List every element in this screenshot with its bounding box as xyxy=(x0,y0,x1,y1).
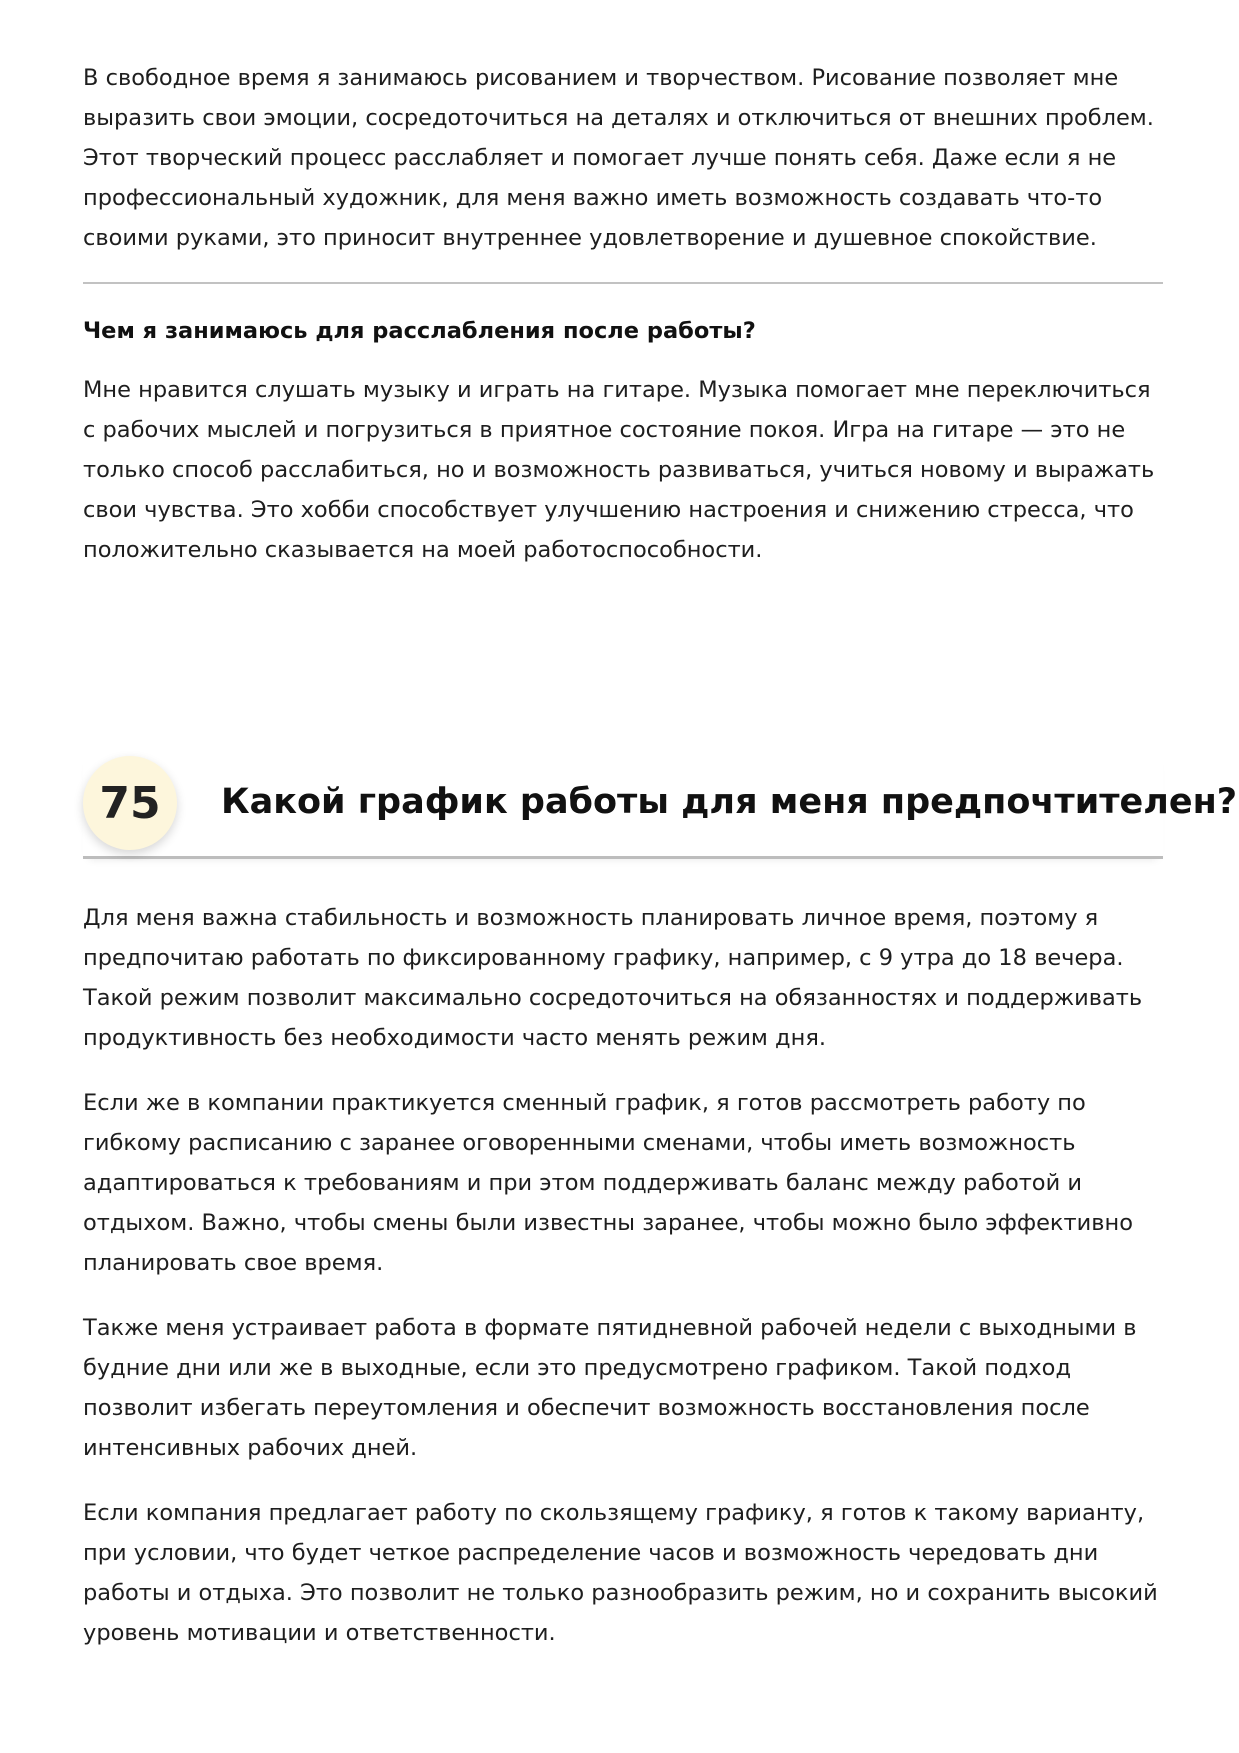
question-heading: Чем я занимаюсь для расслабления после работы? xyxy=(83,318,756,344)
intro-paragraph: В свободное время я занимаюсь рисованием и творчеством. Рисование позволяет мне выразить свои эмоции, сосредоточиться на деталях и отключиться от внешних проблем. Этот творческий процесс расслабляет и помогает лучше понять себя. Даже если я не профессиональный художник, для меня важно иметь возможность создавать что-то своими руками, это приносит внутреннее удовлетворение и душевное спокойствие. xyxy=(83,65,1154,251)
section-number-badge: 75 xyxy=(83,756,177,850)
section-paragraph-3: Также меня устраивает работа в формате пятидневной рабочей недели с выходными в будние дни или же в выходные, если это предусмотрено графиком. Такой подход позволит избегать переутомления и обеспечит возможность восстановления после интенсивных рабочих дней. xyxy=(83,1315,1137,1461)
top-content xyxy=(83,58,1163,570)
section-header xyxy=(83,752,1238,859)
answer-paragraph: Мне нравится слушать музыку и играть на гитаре. Музыка помогает мне переключиться с рабочих мыслей и погрузиться в приятное состояние покоя. Игра на гитаре — это не только способ расслабиться, но и возможность развиваться, учиться новому и выражать свои чувства. Это хобби способствует улучшению настроения и снижению стресса, что положительно сказывается на моей работоспособности. xyxy=(83,377,1155,563)
section-title: Какой график работы для меня предпочтителен? xyxy=(221,782,1238,822)
section-body xyxy=(83,898,1163,1653)
section-paragraph-4: Если компания предлагает работу по скользящему графику, я готов к такому варианту, при условии, что будет четкое распределение часов и возможность чередовать дни работы и отдыха. Это позволит не только разнообразить режим, но и сохранить высокий уровень мотивации и ответственности. xyxy=(83,1500,1158,1646)
section-paragraph-2: Если же в компании практикуется сменный график, я готов рассмотреть работу по гибкому расписанию с заранее оговоренными сменами, чтобы иметь возможность адаптироваться к требованиям и при этом поддерживать баланс между работой и отдыхом. Важно, чтобы смены были известны заранее, чтобы можно было эффективно планировать свое время. xyxy=(83,1090,1133,1276)
section-paragraph-1: Для меня важна стабильность и возможность планировать личное время, поэтому я предпочитаю работать по фиксированному графику, например, с 9 утра до 18 вечера. Такой режим позволит максимально сосредоточиться на обязанностях и поддерживать продуктивность без необходимости часто менять режим дня. xyxy=(83,905,1143,1051)
divider xyxy=(83,282,1163,284)
